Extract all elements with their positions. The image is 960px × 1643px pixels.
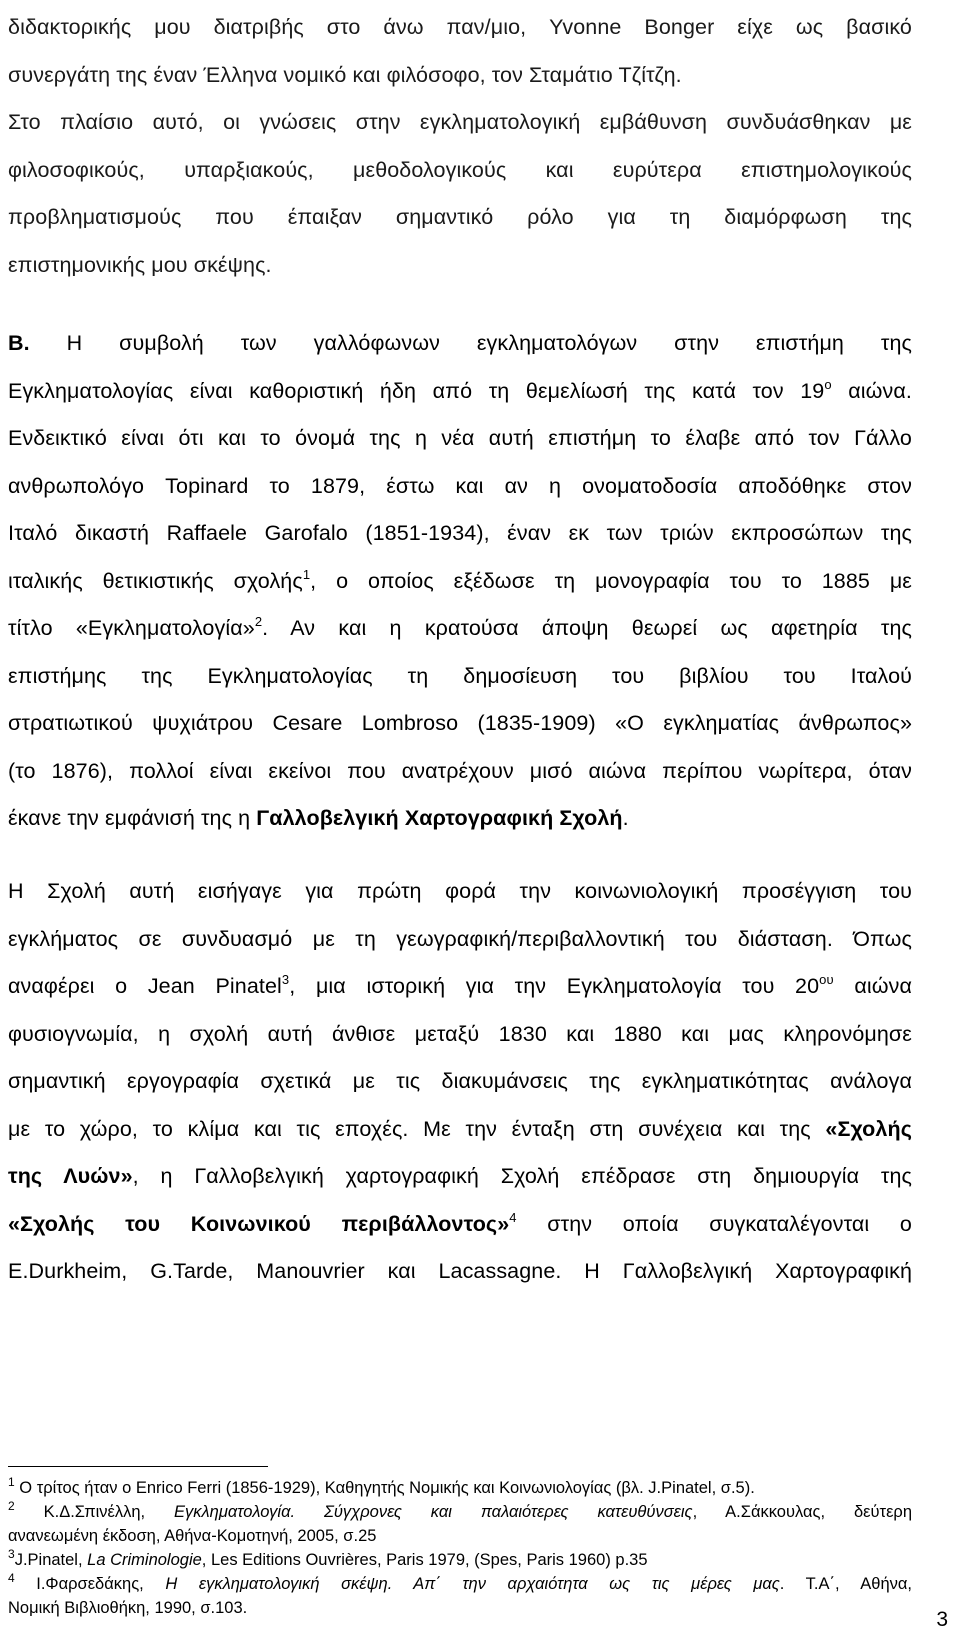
footnote-text: . Τ.Α΄, Αθήνα, bbox=[779, 1575, 912, 1593]
paragraph-continuation bbox=[8, 4, 912, 99]
section-marker: Β. bbox=[8, 331, 30, 355]
footnote-1 bbox=[8, 1476, 912, 1500]
text-line: φυσιογνωμία, η σχολή αυτή άνθισε μεταξύ 1830 και 1880 και μας κληρονόμησε bbox=[8, 1021, 912, 1046]
text-span: τίτλο «Εγκληματολογία» bbox=[8, 616, 255, 640]
page-number: 3 bbox=[936, 1608, 948, 1631]
paragraph-school bbox=[8, 868, 912, 1296]
footnote-2-cont: ανανεωμένη έκδοση, Αθήνα-Κομοτηνή, 2005, σ.25 bbox=[8, 1527, 377, 1545]
bold-term: Γαλλοβελγική Χαρτογραφική Σχολή bbox=[256, 806, 623, 830]
footnote-text: , Les Editions Ouvrières, Paris 1979, (Spes, Paris 1960) p.35 bbox=[201, 1551, 648, 1569]
footnote-title: Εγκληματολογία. Σύγχρονες και παλαιότερες κατευθύνσεις bbox=[174, 1503, 693, 1521]
text-span: έκανε την εμφάνισή της η bbox=[8, 806, 257, 830]
text-span: , ο οποίος εξέδωσε τη μονογραφία του το 1885 με bbox=[310, 568, 912, 593]
text-line bbox=[8, 795, 912, 843]
footnote-text: Ο τρίτος ήταν ο Enrico Ferri (1856-1929), Καθηγητής Νομικής και Κοινωνιολογίας (βλ. J.Pinatel, σ.5). bbox=[14, 1479, 755, 1497]
text-span: Εγκληματολογίας είναι καθοριστική ήδη από τη θεμελίωσή της κατά τον 19 bbox=[8, 378, 825, 403]
text-span: με το χώρο, το κλίμα και τις εποχές. Με την ένταξη στη συνέχεια και της bbox=[8, 1116, 826, 1141]
text-span: . bbox=[622, 806, 629, 830]
bold-term: της Λυών» bbox=[8, 1164, 133, 1188]
text-line: Ενδεικτικό είναι ότι και το όνομά της η νέα αυτή επιστήμη το έλαβε από τον Γάλλο bbox=[8, 426, 912, 450]
text-line: E.Durkheim, G.Tarde, Manouvrier και Lacassagne. Η Γαλλοβελγική Χαρτογραφική bbox=[8, 1259, 912, 1283]
superscript: ου bbox=[819, 972, 834, 987]
footnote-number: 3 bbox=[8, 1547, 15, 1561]
text-span: , η Γαλλοβελγική χαρτογραφική Σχολή επέδρασε στη δημιουργία της bbox=[132, 1164, 912, 1188]
footnote-2 bbox=[8, 1500, 912, 1524]
bold-term: «Σχολής bbox=[825, 1116, 912, 1141]
text-line: φιλοσοφικούς, υπαρξιακούς, μεθοδολογικούς και ευρύτερα επιστημολογικούς bbox=[8, 157, 912, 182]
footnote-3 bbox=[8, 1548, 912, 1572]
text-line: προβληματισμούς που έπαιξαν σημαντικό ρόλο για τη διαμόρφωση της bbox=[8, 205, 912, 229]
text-span: στην οποία συγκαταλέγονται ο bbox=[516, 1211, 912, 1236]
footnote-ref-2[interactable]: 2 bbox=[254, 614, 263, 629]
text-line bbox=[8, 368, 912, 416]
text-line: σημαντική εργογραφία σχετικά με τις διακυμάνσεις της εγκληματικότητας ανάλογα bbox=[8, 1069, 912, 1093]
footnote-title: La Criminologie bbox=[87, 1551, 202, 1569]
footnote-separator bbox=[8, 1466, 268, 1467]
text-line: επιστημονικής μου σκέψης. bbox=[8, 252, 272, 277]
footnote-number: 2 bbox=[8, 1499, 15, 1513]
footnotes bbox=[8, 1476, 912, 1620]
text-line: εγκλήματος σε συνδυασμό με τη γεωγραφική/περιβαλλοντική του διάσταση. Όπως bbox=[8, 926, 912, 951]
bold-term: «Σχολής του Κοινωνικού περιβάλλοντος» bbox=[8, 1211, 510, 1236]
footnote-ref-4[interactable]: 4 bbox=[509, 1209, 517, 1225]
footnote-4-cont: Νομική Βιβλιοθήκη, 1990, σ.103. bbox=[8, 1599, 248, 1617]
text-line bbox=[8, 320, 912, 368]
text-line: διδακτορικής μου διατριβής στο άνω παν/μιο, Yvonne Bonger είχε ως βασικό bbox=[8, 15, 912, 39]
footnote-number: 4 bbox=[8, 1571, 15, 1585]
text-line bbox=[8, 1153, 912, 1201]
text-line bbox=[8, 1201, 912, 1249]
text-line: ανθρωπολόγο Topinard το 1879, έστω και αν η ονοματοδοσία αποδόθηκε στον bbox=[8, 473, 912, 498]
text-line: επιστήμης της Εγκληματολογίας τη δημοσίευση του βιβλίου του Ιταλού bbox=[8, 663, 912, 688]
text-span: Η συμβολή των γαλλόφωνων εγκληματολόγων στην επιστήμη της bbox=[29, 331, 912, 355]
text-line: συνεργάτη της έναν Έλληνα νομικό και φιλόσοφο, τον Σταμάτιο Τζίτζη. bbox=[8, 62, 682, 87]
footnote-ref-1[interactable]: 1 bbox=[302, 566, 311, 582]
superscript: ο bbox=[824, 376, 832, 392]
footnote-text: Κ.Δ.Σπινέλλη, bbox=[14, 1503, 175, 1521]
paragraph-philosophy bbox=[8, 99, 912, 289]
text-span: , μια ιστορική για την Εγκληματολογία του 20 bbox=[289, 974, 820, 998]
footnote-text: Ι.Φαρσεδάκης, bbox=[14, 1575, 166, 1593]
footnote-title: Η εγκληματολογική σκέψη. Απ΄ την αρχαιότητα ως τις μέρες μας bbox=[165, 1575, 780, 1593]
footnote-ref-3[interactable]: 3 bbox=[281, 972, 290, 987]
text-line bbox=[8, 963, 912, 1011]
text-span: αναφέρει ο Jean Pinatel bbox=[8, 974, 282, 998]
text-span: ιταλικής θετικιστικής σχολής bbox=[8, 568, 303, 593]
text-line bbox=[8, 605, 912, 653]
footnote-text: , Α.Σάκκουλας, δεύτερη bbox=[692, 1503, 912, 1521]
section-b bbox=[8, 320, 912, 843]
text-span: αιώνα. bbox=[831, 378, 913, 403]
text-line: Στο πλαίσιο αυτό, οι γνώσεις στην εγκληματολογική εμβάθυνση συνδυάσθηκαν με bbox=[8, 110, 912, 134]
text-line: Η Σχολή αυτή εισήγαγε για πρώτη φορά την κοινωνιολογική προσέγγιση του bbox=[8, 879, 912, 903]
footnote-text: J.Pinatel, bbox=[14, 1551, 88, 1569]
text-line: Ιταλό δικαστή Raffaele Garofalo (1851-1934), έναν εκ των τριών εκπροσώπων της bbox=[8, 521, 912, 545]
footnote-number: 1 bbox=[8, 1475, 15, 1489]
text-line: (το 1876), πολλοί είναι εκείνοι που ανατρέχουν μισό αιώνα περίπου νωρίτερα, όταν bbox=[8, 758, 912, 783]
text-line bbox=[8, 1106, 912, 1154]
text-line bbox=[8, 558, 912, 606]
text-span: . Αν και η κρατούσα άποψη θεωρεί ως αφετηρία της bbox=[262, 616, 913, 640]
text-span: αιώνα bbox=[833, 974, 913, 998]
footnote-4 bbox=[8, 1572, 912, 1596]
text-line: στρατιωτικού ψυχιάτρου Cesare Lombroso (1835-1909) «Ο εγκληματίας άνθρωπος» bbox=[8, 711, 912, 735]
